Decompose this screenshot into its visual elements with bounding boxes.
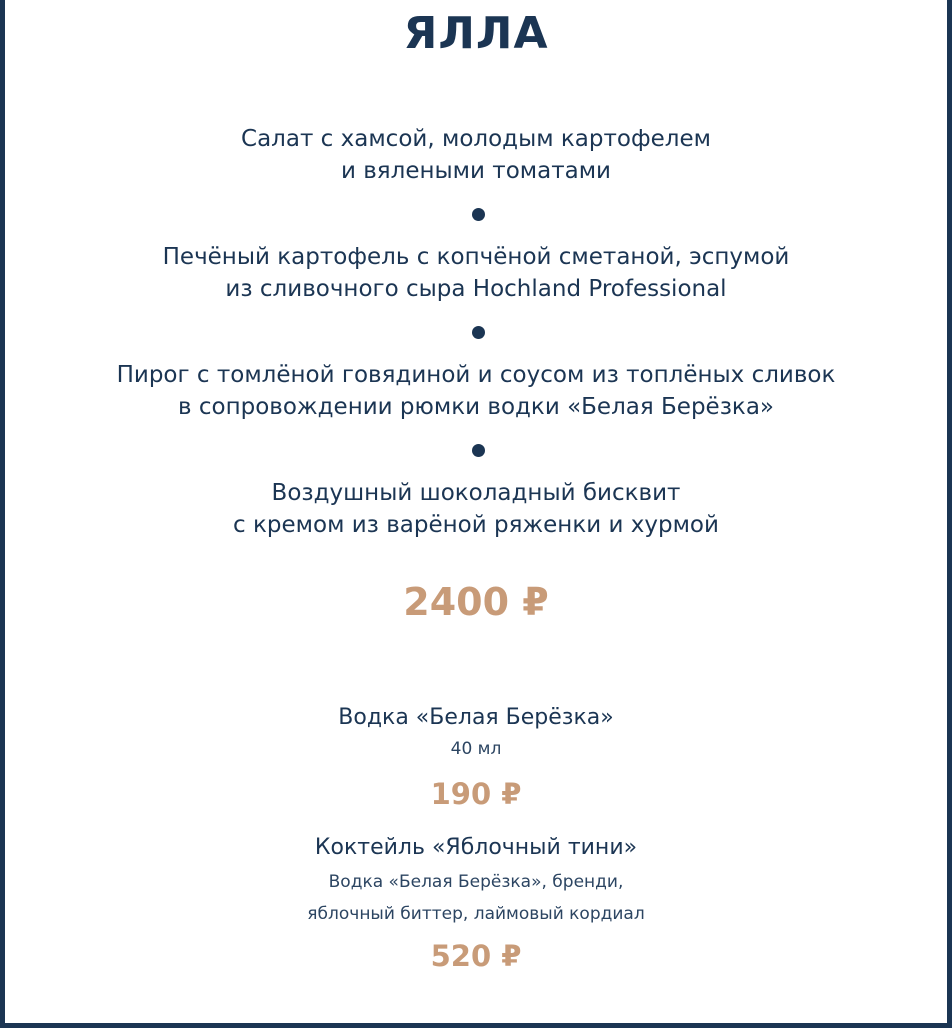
drink-1-price: 190 ₽ xyxy=(430,777,522,811)
separator-dot xyxy=(472,444,485,457)
menu-title: ЯЛЛА xyxy=(403,8,549,59)
dish-item-2 xyxy=(0,241,952,305)
drink-1-volume: 40 мл xyxy=(450,739,502,759)
dish-2-line-2: из сливочного сыра Hochland Professional xyxy=(225,276,727,302)
drink-2-desc-line-2: яблочный биттер, лаймовый кордиал xyxy=(307,904,645,924)
dish-2-line-1: Печёный картофель с копчёной сметаной, эспумой xyxy=(162,244,790,270)
drink-2-name: Коктейль «Яблочный тини» xyxy=(314,835,638,860)
dish-3-line-2: в сопровождении рюмки водки «Белая Берёзка» xyxy=(178,394,774,420)
separator-dot xyxy=(472,208,485,221)
drink-2-description xyxy=(0,866,952,930)
dish-3-line-1: Пирог с томлёной говядиной и соусом из топлёных сливок xyxy=(116,362,836,388)
separator-dot xyxy=(472,326,485,339)
drink-2-price: 520 ₽ xyxy=(430,939,522,973)
drink-2-desc-line-1: Водка «Белая Берёзка», бренди, xyxy=(328,872,624,892)
dish-item-1 xyxy=(0,123,952,187)
dish-1-line-2: и вялеными томатами xyxy=(340,158,611,184)
dish-1-line-1: Салат с хамсой, молодым картофелем xyxy=(241,126,711,152)
dish-item-4 xyxy=(0,477,952,541)
drink-1-description xyxy=(0,733,952,765)
drink-1-name: Водка «Белая Берёзка» xyxy=(338,705,614,730)
dish-item-3 xyxy=(0,359,952,423)
dish-4-line-2: с кремом из варёной ряженки и хурмой xyxy=(233,512,719,538)
set-price: 2400 ₽ xyxy=(403,580,549,624)
dish-4-line-1: Воздушный шоколадный бисквит xyxy=(271,480,681,506)
